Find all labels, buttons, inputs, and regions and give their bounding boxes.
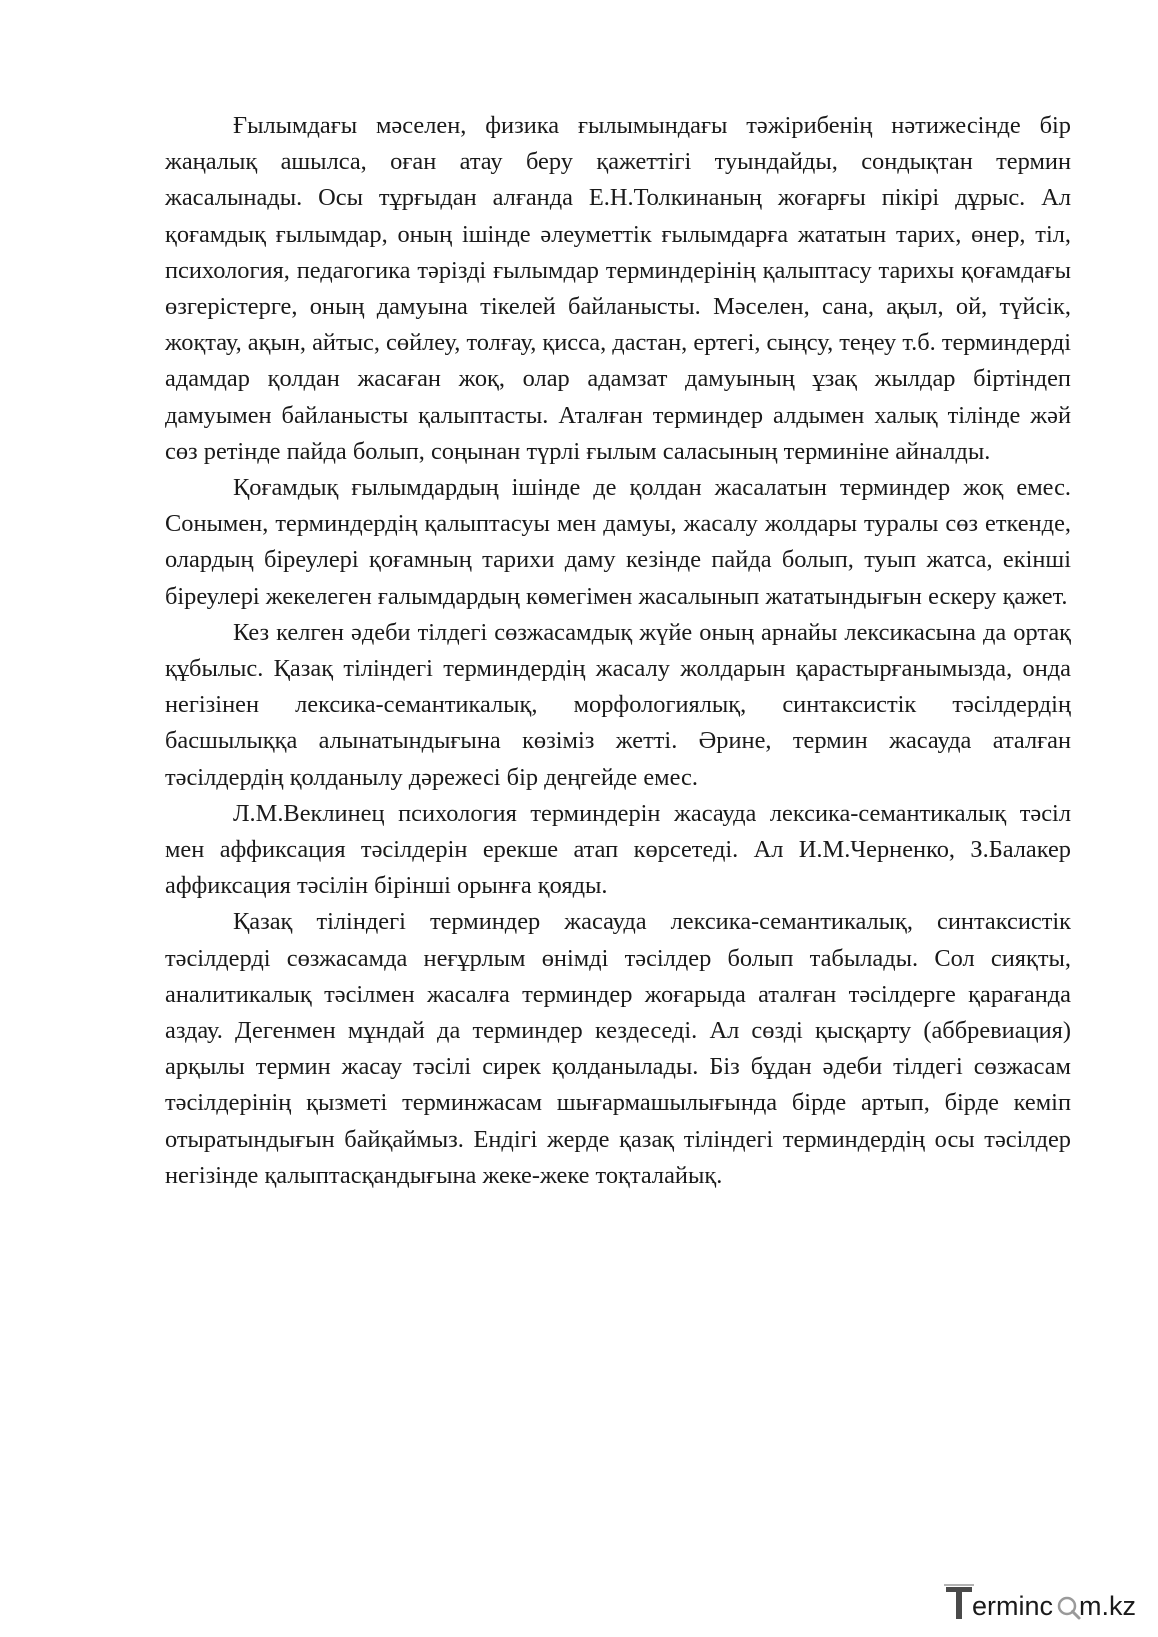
logo-letter-t (946, 1587, 972, 1619)
logo-text-ermincom: erminc (972, 1591, 1054, 1621)
watermark-logo-svg (942, 1581, 1142, 1625)
magnifier-icon (1059, 1598, 1079, 1618)
paragraph-5: Қазақ тіліндегі терминдер жасауда лексика-семантикалық, синтаксистік тәсілдерді сөзжасамда неғұрлым өнімді тәсілдер болып табылады. Сол сияқты, аналитикалық тәсілмен жасалға терминдер жоғарыда аталған тәсілдерге қарағанда аздау. Дегенмен мұндай да терминдер кездеседі. Ал сөзді қысқарту (аббревиация) арқылы термин жасау тәсілі сирек қолданылады. Біз бұдан әдеби тілдегі сөзжасам тәсілдерінің қызметі терминжасам шығармашылығында бірде артып, бірде кеміп отыратындығын байқаймыз. Ендігі жерде қазақ тіліндегі терминдердің осы тәсілдер негізінде қалыптасқандығына жеке-жеке тоқталайық. (165, 908, 1071, 1189)
paragraph-4: Л.М.Веклинец психология терминдерін жасауда лексика-семантикалық тәсіл мен аффиксация тәсілдерін ерекше атап көрсетеді. Ал И.М.Черненко, З.Балакер аффиксация тәсілін бірінші орынға қояды. (165, 799, 1071, 900)
paragraph-2: Қоғамдық ғылымдардың ішінде де қолдан жасалатын терминдер жоқ емес. Сонымен, терминдердің қалыптасуы мен дамуы, жасалу жолдары туралы сөз еткенде, олардың біреулері қоғамның тарихи даму кезінде пайда болып, туып жатса, екінші біреулері жекелеген ғалымдардың көмегімен жасалынып жататындығын ескеру қажет. (165, 474, 1071, 610)
paragraph-3: Кез келген әдеби тілдегі сөзжасамдық жүйе оның арнайы лексикасына да ортақ құбылыс. Қазақ тіліндегі терминдердің жасалу жолдарын қарастырғанымызда, онда негізінен лексика-семантикалық, морфологиялық, синтаксистік тәсілдердің басшылыққа алынатындығына көзіміз жетті. Әрине, термин жасауда аталған тәсілдердің қолданылу дәрежесі бір деңгейде емес. (165, 618, 1071, 791)
document-body (165, 108, 1071, 1194)
logo-text-mkz: m.kz (1079, 1591, 1136, 1621)
paragraph-1: Ғылымдағы мәселен, физика ғылымындағы тәжірибенің нәтижесінде бір жаңалық ашылса, оған атау беру қажеттігі туындайды, сондықтан термин жасалынады. Осы тұрғыдан алғанда Е.Н.Толкинаның жоғарғы пікірі дұрыс. Ал қоғамдық ғылымдар, оның ішінде әлеуметтік ғылымдарға жататын тарих, өнер, тіл, психология, педагогика тәрізді ғылымдар терминдерінің қалыптасу тарихы қоғамдағы өзгерістерге, оның дамуына тікелей байланысты. Мәселен, сана, ақыл, ой, түйсік, жоқтау, ақын, айтыс, сөйлеу, толғау, қисса, дастан, ертегі, сыңсу, теңеу т.б. терминдерді адамдар қолдан жасаған жоқ, олар адамзат дамуының ұзақ жылдар біртіндеп дамуымен байланысты қалыптасты. Аталған терминдер алдымен халық тілінде жәй сөз ретінде пайда болып, соңынан түрлі ғылым саласының терминіне айналды. (165, 112, 1071, 465)
site-watermark-logo (942, 1581, 1142, 1625)
